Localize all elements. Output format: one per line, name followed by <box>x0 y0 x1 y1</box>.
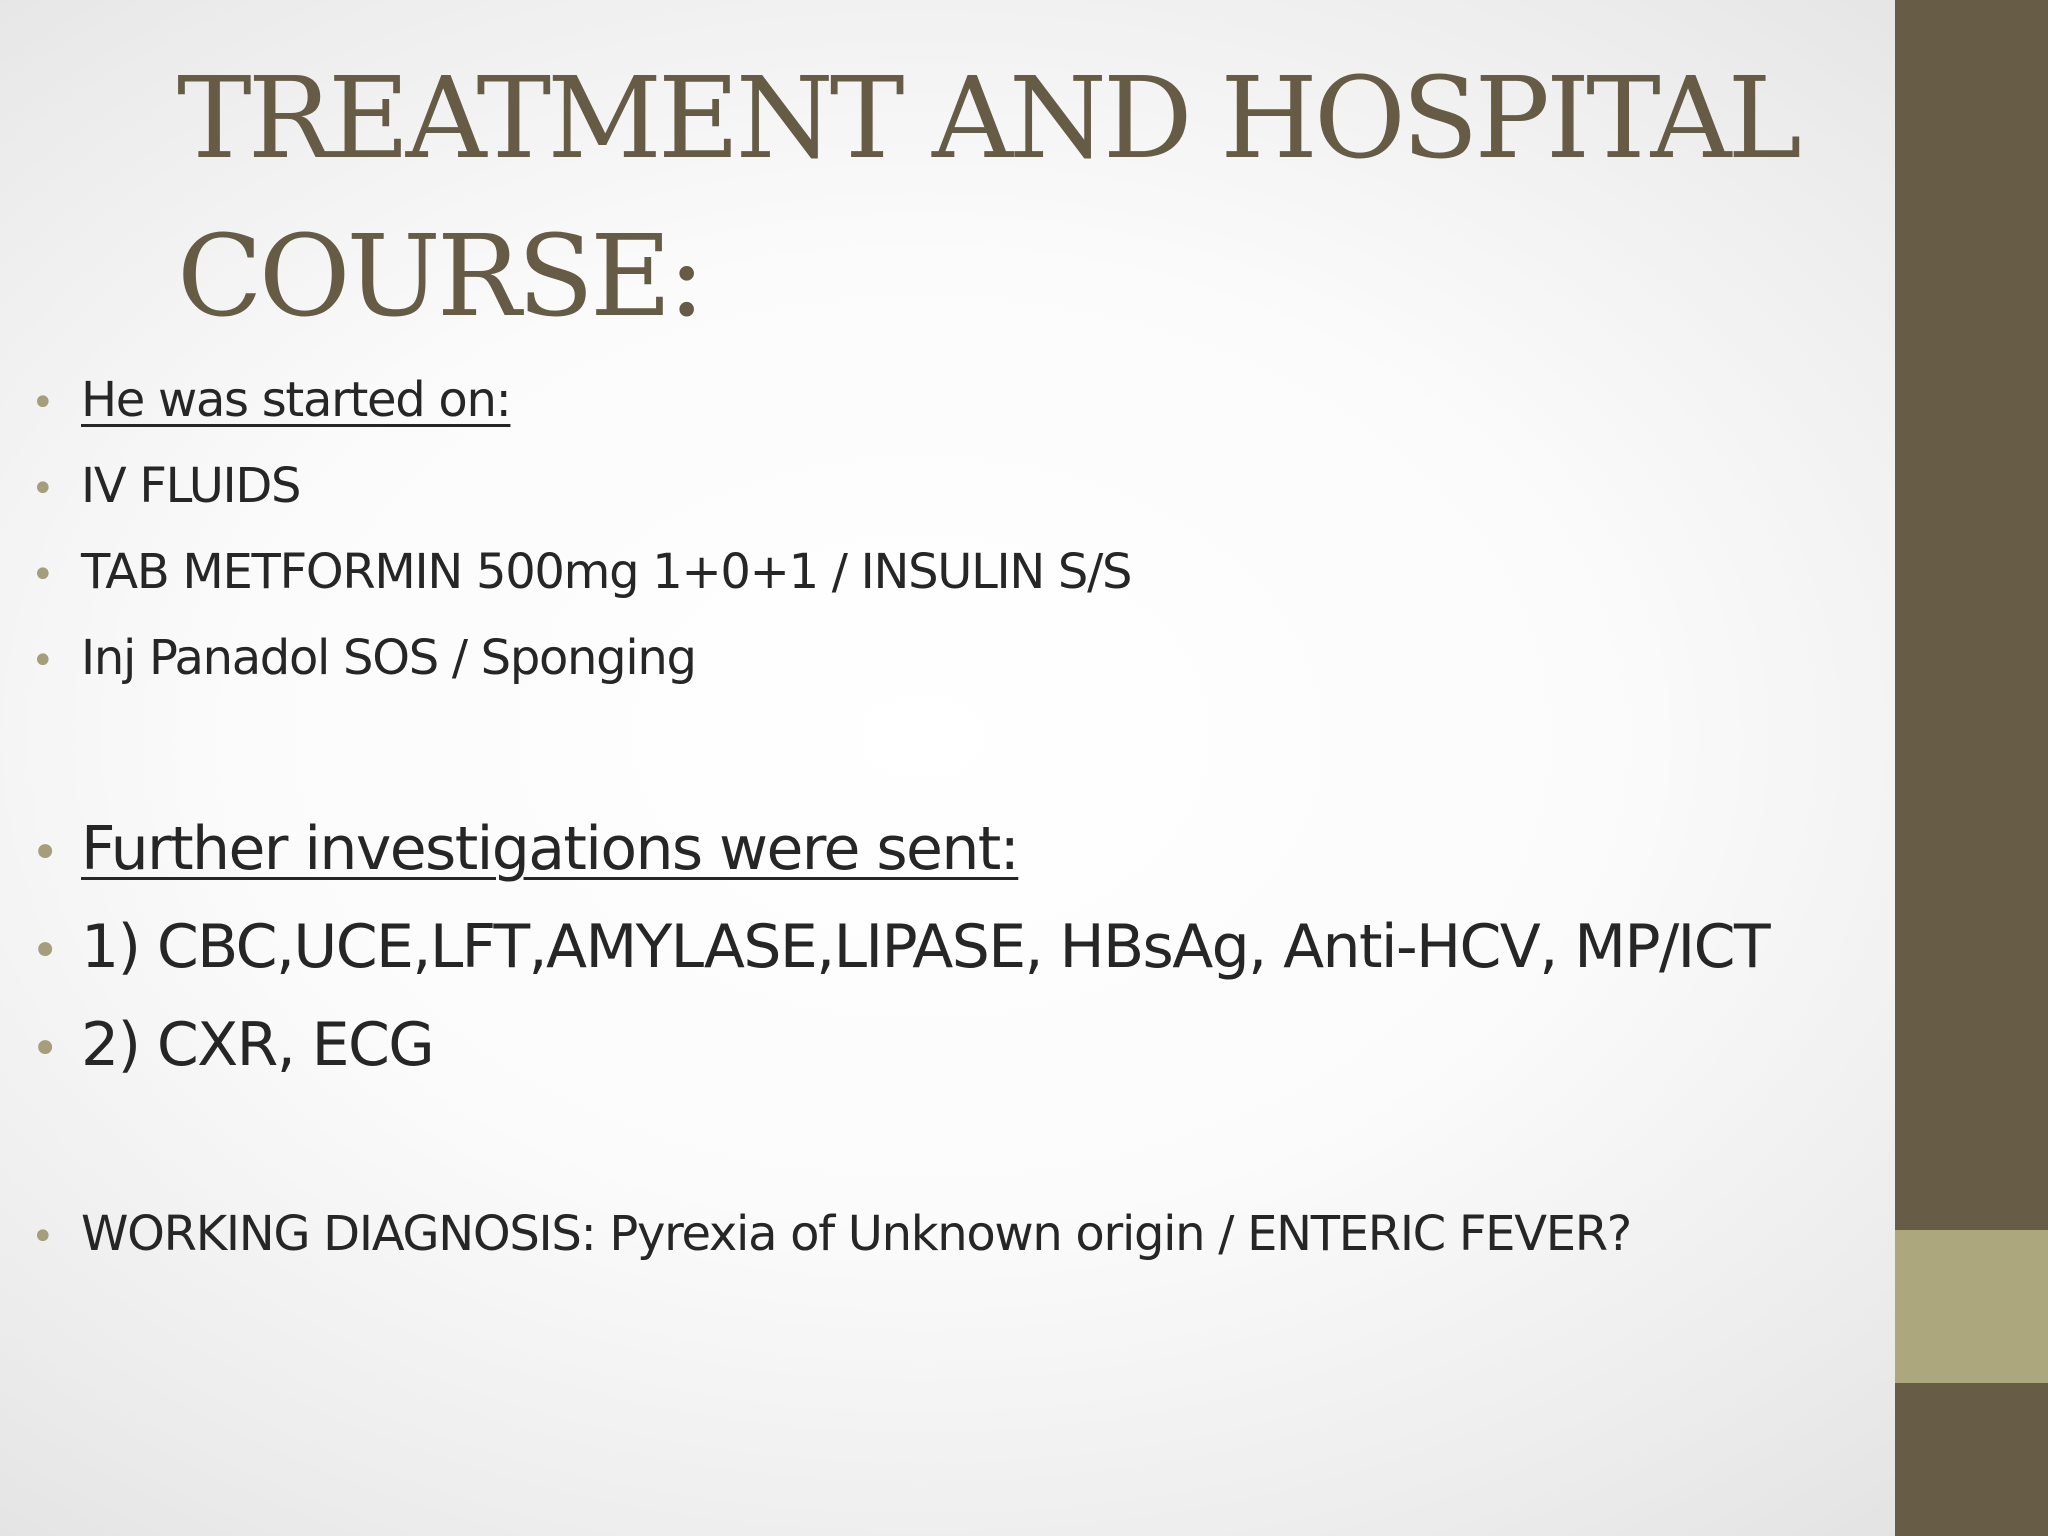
sidebar-bar <box>1895 0 2048 1536</box>
bullet-marker: • <box>31 638 54 684</box>
bullet-text: WORKING DIAGNOSIS: Pyrexia of Unknown origin / ENTERIC FEVER? <box>81 1206 1631 1262</box>
bullet-item <box>0 912 1769 982</box>
bullet-text: 1) CBC,UCE,LFT,AMYLASE,LIPASE, HBsAg, Anti-HCV, MP/ICT <box>81 912 1769 982</box>
bullet-marker: • <box>31 1021 58 1077</box>
bullet-marker: • <box>31 825 58 881</box>
bullet-item <box>0 630 696 686</box>
slide-title: TREATMENT AND HOSPITAL COURSE: <box>177 54 1798 342</box>
bullet-item <box>0 1010 433 1080</box>
bullet-item <box>0 814 1018 884</box>
bullet-marker: • <box>31 552 54 598</box>
bullet-marker: • <box>31 923 58 979</box>
bullet-item <box>0 1206 1631 1262</box>
bullet-item <box>0 372 510 428</box>
bullet-text: Inj Panadol SOS / Sponging <box>81 630 696 686</box>
bullet-marker: • <box>31 380 54 426</box>
bullet-text: Further investigations were sent: <box>81 814 1019 884</box>
bullet-text: TAB METFORMIN 500mg 1+0+1 / INSULIN S/S <box>81 544 1132 600</box>
bullet-item <box>0 544 1131 600</box>
bullet-text: 2) CXR, ECG <box>81 1010 434 1080</box>
bullet-text: He was started on: <box>81 372 511 428</box>
bullet-marker: • <box>31 1214 54 1260</box>
bullet-text: IV FLUIDS <box>81 458 301 514</box>
bullet-marker: • <box>31 466 54 512</box>
bullet-item <box>0 458 300 514</box>
sidebar-accent-block <box>1895 1230 2048 1383</box>
